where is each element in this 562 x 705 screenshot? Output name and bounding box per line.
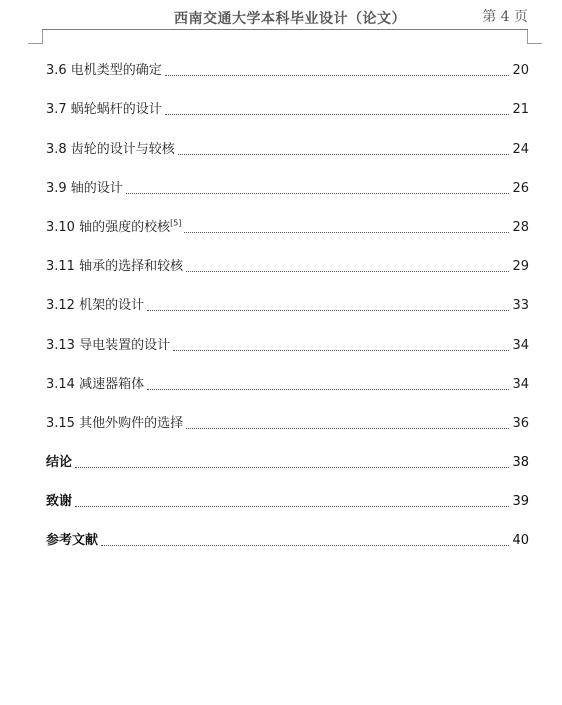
toc-entry[interactable] [46,395,529,434]
toc-entry-references[interactable] [46,512,529,551]
toc-entry-title: 致谢 [46,494,73,510]
toc-entry[interactable] [46,199,529,238]
margin-corner-mark-left [28,29,43,44]
toc-dot-leader [165,113,510,115]
toc-entry-acknowledgements[interactable] [46,473,529,512]
citation-superscript: [5] [170,218,182,228]
toc-entry-title: 3.7 蜗轮蜗杆的设计 [46,102,162,118]
toc-entry-page: 39 [512,494,529,510]
toc-dot-leader [186,427,509,429]
toc-entry-title: 结论 [46,455,73,471]
toc-dot-leader [178,153,510,155]
toc-entry-title: 3.9 轴的设计 [46,180,123,196]
page-number: 第 4 页 [482,9,528,25]
toc-entry[interactable] [46,356,529,395]
toc-entry-conclusion[interactable] [46,434,529,473]
toc-entry-title: 3.11 轴承的选择和较核 [46,259,184,275]
toc-dot-leader [184,231,509,233]
toc-entry-title [46,218,181,238]
toc-entry-page: 20 [512,63,529,79]
toc-dot-leader [186,270,509,272]
toc-entry-page: 29 [512,259,529,275]
toc-dot-leader [75,505,509,507]
toc-entry-page: 40 [512,533,529,549]
toc-entry-page: 34 [512,337,529,353]
running-header-title: 西南交通大学本科毕业设计（论文） [174,11,406,27]
toc-entry-title: 3.13 导电装置的设计 [46,337,171,353]
toc-entry-page: 24 [512,141,529,157]
toc-entry-title: 参考文献 [46,533,99,549]
toc-dot-leader [147,388,509,390]
toc-entry[interactable] [46,238,529,277]
toc-entry-page: 28 [512,219,529,235]
toc-entry-title-text: 3.10 轴的强度的校核 [46,219,171,235]
toc-dot-leader [147,309,509,311]
table-of-contents [46,42,529,551]
toc-entry-title: 3.8 齿轮的设计与较核 [46,141,175,157]
toc-entry[interactable] [46,277,529,316]
toc-dot-leader [126,192,510,194]
toc-entry-title: 3.6 电机类型的确定 [46,63,162,79]
toc-entry-page: 34 [512,376,529,392]
margin-corner-mark-right [527,29,542,44]
toc-entry-page: 26 [512,180,529,196]
toc-dot-leader [165,74,510,76]
toc-entry[interactable] [46,160,529,199]
toc-entry[interactable] [46,81,529,120]
toc-entry[interactable] [46,120,529,159]
toc-entry-page: 38 [512,455,529,471]
toc-entry-title: 3.12 机架的设计 [46,298,145,314]
toc-dot-leader [101,544,509,546]
toc-entry[interactable] [46,42,529,81]
toc-entry-title: 3.15 其他外购件的选择 [46,415,184,431]
toc-dot-leader [173,349,509,351]
header-rule [42,29,528,30]
toc-entry-page: 36 [512,415,529,431]
toc-entry[interactable] [46,316,529,355]
toc-entry-page: 21 [512,102,529,118]
toc-dot-leader [75,466,509,468]
toc-entry-title: 3.14 减速器箱体 [46,376,145,392]
toc-entry-page: 33 [512,298,529,314]
